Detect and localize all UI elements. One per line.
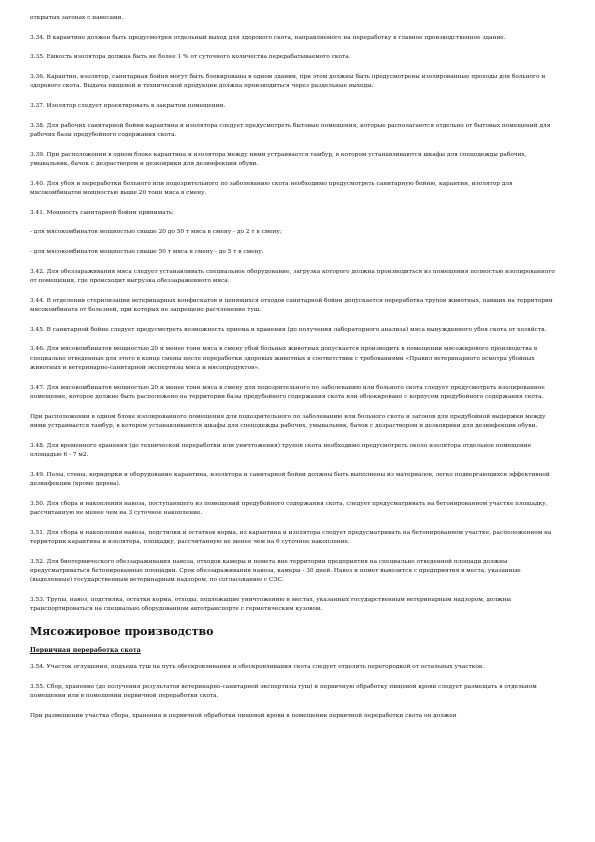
- paragraph: 3.45. В санитарной бойне следует предусмотреть возможность приема и хранения (до получения лабораторного анализа) мяса вынужденного убоя скота от хозяйств.: [30, 326, 547, 333]
- paragraph: - для мясокомбинатов мощностью свыше 20 до 50 т мяса в смену - до 2 т в смену;: [30, 229, 282, 236]
- section-heading: Мясожировое производство: [30, 624, 214, 638]
- paragraph: 3.49. Полы, стены, коридорки и оборудование карантина, изолятора и санитарной бойни должны быть выполнены из материалов, легко подвергающихся эффективной дезинфекции (кроме дерева).: [30, 471, 550, 487]
- paragraph: 3.41. Мощность санитарной бойни принимать:: [30, 209, 174, 216]
- paragraph: 3.54. Участок оглушения, подъема туш на путь обескровливания и обескровливания скота следует отделить перегородкой от остальных участков.: [30, 663, 484, 670]
- paragraph: 3.50. Для сбора и накопления навоза, поступающего из помещений предубойного содержания скота, следует предусматривать на бетонированном участке площадку, рассчитанную не менее чем на 3 суточное накопление.: [30, 500, 548, 516]
- paragraph: 3.34. В карантине должен быть предусмотрен отдельный выход для здорового скота, направляемого на переработку в главное производственное здание.: [30, 34, 506, 41]
- document-body-bottom: [30, 663, 555, 721]
- paragraph: 3.37. Изолятор следует проектировать в закрытом помещении.: [30, 103, 226, 110]
- paragraph: 3.42. Для обеззараживания мяса следует устанавливать специальное оборудование, загрузка которого должна производиться из помещения полностью изолированного от помещения, где происходит выгрузка обеззараженного мяса.: [30, 268, 555, 285]
- subsection-heading: Первичная переработка скота: [30, 646, 141, 654]
- document-body-top: [30, 14, 555, 614]
- paragraph: открытых загонах с навесами.: [30, 15, 124, 21]
- paragraph: 3.51. Для сбора и накопления навоза, подстилки и остатков корма, из карантина и изолятора следует предусматривать на бетонированном участке, расположенном на территории карантина и изолятора, площадку, рассчитанную не менее чем на 6 суточное накопление.: [30, 529, 552, 545]
- paragraph: 3.48. Для временного хранения (до технической переработки или уничтожения) трупов скота необходимо предусмотреть около изолятора отдельное помещение площадью 6 - 7 м2.: [30, 442, 532, 458]
- paragraph: 3.39. При расположении в одном блоке карантина и изолятора между ними устраивается тамбур, в котором устанавливаются шкафы для спецодежды рабочих, умывальник, бачок с дезраствором и дезковрики для дезинфекции обуви.: [30, 151, 527, 168]
- paragraph: При расположении в одном блоке изолированного помещения для подозрительного по заболеванию или больного скота и загонов для предубойной выдержки между ними устраивается тамбур, в котором устанавливаются шкафы для спецодежды рабочих, умывальник, бачок с дезраствором и дезковрики для дезинфекции обуви.: [30, 413, 546, 429]
- paragraph: 3.53. Трупы, навоз, подстилка, остатки корма, отходы, подлежащие уничтожению в местах, указанных государственным ветеринарным надзором, должны транспортироваться на специально оборудованном автотранспорте с герметическим кузовом.: [30, 596, 511, 613]
- paragraph: 3.44. В отделении стерилизации ветеринарных конфискатов и ценящихся отходов санитарной бойни допускается переработка трупов животных, павших на территории мясокомбината от болезней, при которых не запрещено расчленение туш.: [30, 297, 553, 314]
- paragraph: 3.40. Для убоя и переработки больного или подозрительного по заболеванию скота необходимо предусмотреть санитарную бойню, карантин, изолятор для мясокомбинатов мощностью выше 20 тонн мяса в смену.: [30, 180, 513, 196]
- paragraph: 3.55. Сбор, хранение (до получения результатов ветеринарно-санитарной экспертизы туш) и первичную обработку пищевой крови следует размещать в отдельном помещении или в помещении первичной переработки скота.: [30, 683, 537, 699]
- paragraph: 3.46. Для мясокомбинатов мощностью 20 и менее тонн мяса в смену убой больных животных допускается производить в помещении мясожирового производства в специально отведенные для этого в конце смены после переработки здоровых животных в соответствии с требованиями «Правил ветеринарного осмотра убойных животных и ветеринарно-санитарной экспертизы мяса и мясопродуктов».: [30, 346, 538, 371]
- paragraph: 3.35. Емкость изолятора должна быть не более 1 % от суточного количества перерабатываемого скота.: [30, 54, 351, 61]
- paragraph: 3.38. Для рабочих санитарной бойни карантина и изолятора следует предусмотреть бытовые помещения, которые располагаются отдельно от бытовых помещений для рабочих базы предубойного содержания скота.: [30, 122, 551, 139]
- paragraph: - для мясокомбинатов мощностью свыше 50 т мяса в смену - до 5 т в смену.: [30, 249, 264, 256]
- paragraph: 3.47. Для мясокомбинатов мощностью 20 и менее тонн мяса в смену для подозрительного по заболеванию или больного скота следует предусмотреть изолированное помещение, которое должно быть расположено на территории базы предубойного содержания скота или облокировано с корпусом предубойного содержания скота.: [30, 384, 545, 400]
- paragraph: При размещении участка сбора, хранения и первичной обработки пищевой крови в помещении первичной переработки скота он должен: [30, 712, 457, 719]
- paragraph: 3.52. Для биотермического обеззараживания навоза, отходов камеры и помета вне территории предприятия на специально отведенной площади должны предусматриваться бетонированные площадки. Срок обеззараживания навоза, камеры - 30 дней. Навоз и помет вывозится с предприятия в места, указанные (выделенные) государственным ветеринарным надзором, по согласованию с СЭС.: [30, 558, 521, 584]
- paragraph: 3.36. Карантин, изолятор, санитарная бойня могут быть блокированы в одном здании, при этом должны быть предусмотрены изолированные проходы для больного и здорового скота. Выдача пищевой и технической продукции должна производиться через раздельные выходы.: [30, 74, 546, 90]
